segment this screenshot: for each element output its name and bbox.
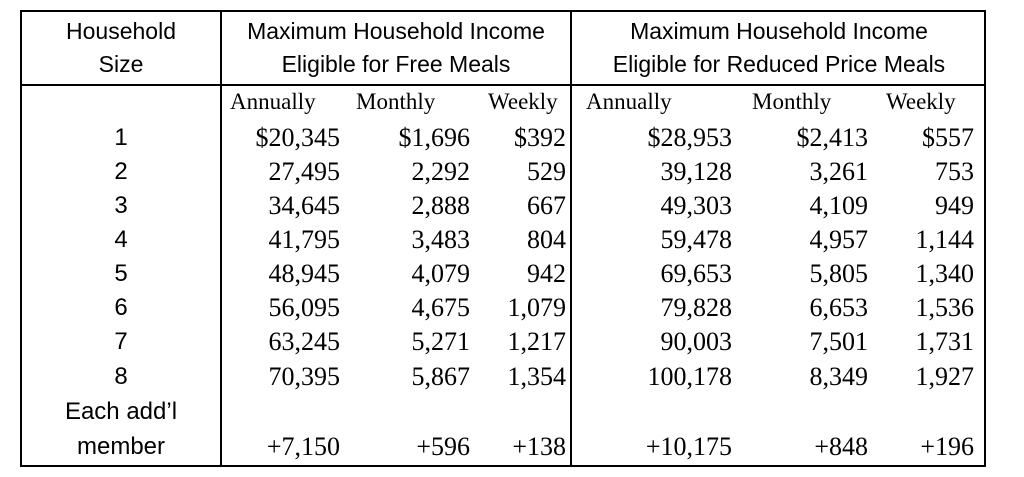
household-size: 8	[114, 363, 128, 390]
free-weekly-additional: +138	[512, 432, 566, 461]
reduced-annual: 100,178	[647, 362, 732, 391]
free-annual: 56,095	[268, 293, 340, 322]
free-weekly: 529	[527, 157, 566, 186]
subheader-reduced-annually: Annually	[586, 89, 672, 114]
reduced-monthly: 8,349	[809, 362, 868, 391]
income-eligibility-table	[20, 10, 986, 467]
reduced-annual: 49,303	[660, 191, 732, 220]
additional-member-label-line1: Each add’l	[64, 398, 178, 425]
reduced-monthly: 5,805	[809, 259, 868, 288]
free-monthly-additional: +596	[416, 432, 470, 461]
free-annual: $20,345	[255, 123, 340, 152]
subheader-reduced-monthly: Monthly	[752, 89, 832, 114]
household-size: 6	[114, 294, 128, 321]
free-annual: 70,395	[268, 362, 340, 391]
reduced-weekly: 753	[935, 157, 974, 186]
subheader-free-monthly: Monthly	[356, 89, 436, 114]
header-free-meals-line2: Eligible for Free Meals	[281, 51, 511, 77]
subheader-free-annually: Annually	[230, 89, 316, 114]
free-weekly: 667	[527, 191, 566, 220]
household-size: 5	[114, 260, 128, 287]
additional-member-label-line2: member	[76, 433, 166, 460]
header-free-meals	[222, 15, 570, 81]
reduced-monthly: 4,109	[809, 191, 868, 220]
reduced-monthly: 6,653	[809, 293, 868, 322]
reduced-annual-additional: +10,175	[645, 432, 732, 461]
header-divider	[22, 84, 984, 86]
subheader-reduced-weekly: Weekly	[886, 89, 956, 114]
reduced-annual: 90,003	[660, 327, 732, 356]
free-annual: 41,795	[268, 225, 340, 254]
free-annual: 27,495	[268, 157, 340, 186]
free-annual: 34,645	[268, 191, 340, 220]
free-monthly: 5,867	[411, 362, 470, 391]
reduced-monthly: 4,957	[809, 225, 868, 254]
free-monthly: $1,696	[398, 123, 470, 152]
reduced-weekly: 1,731	[915, 327, 974, 356]
free-monthly: 4,675	[411, 293, 470, 322]
free-weekly: 1,079	[507, 293, 566, 322]
free-annual-additional: +7,150	[266, 432, 340, 461]
header-reduced-meals-line1: Maximum Household Income	[630, 18, 928, 44]
household-size: 7	[114, 328, 128, 355]
reduced-monthly: $2,413	[796, 123, 868, 152]
free-weekly: 942	[527, 259, 566, 288]
free-weekly: 1,217	[507, 327, 566, 356]
free-annual: 63,245	[268, 327, 340, 356]
header-household-size-line1: Household	[66, 18, 176, 44]
free-monthly: 3,483	[411, 225, 470, 254]
household-size: 3	[114, 192, 128, 219]
reduced-weekly: 1,536	[915, 293, 974, 322]
subheader-free-weekly: Weekly	[488, 89, 558, 114]
reduced-weekly-additional: +196	[920, 432, 974, 461]
reduced-annual: 59,478	[660, 225, 732, 254]
reduced-annual: 69,653	[660, 259, 732, 288]
free-weekly: $392	[514, 123, 566, 152]
reduced-monthly: 3,261	[809, 157, 868, 186]
header-reduced-meals	[572, 15, 986, 81]
reduced-annual: 39,128	[660, 157, 732, 186]
header-reduced-meals-line2: Eligible for Reduced Price Meals	[612, 51, 946, 77]
header-household-size	[22, 15, 220, 81]
household-size: 4	[114, 226, 128, 253]
reduced-weekly: $557	[922, 123, 974, 152]
reduced-annual: 79,828	[660, 293, 732, 322]
reduced-weekly: 949	[935, 191, 974, 220]
household-size: 2	[114, 158, 128, 185]
household-size: 1	[114, 124, 128, 151]
free-monthly: 2,292	[411, 157, 470, 186]
reduced-weekly: 1,144	[915, 225, 974, 254]
free-weekly: 1,354	[507, 362, 566, 391]
free-monthly: 4,079	[411, 259, 470, 288]
header-free-meals-line1: Maximum Household Income	[247, 18, 545, 44]
free-weekly: 804	[527, 225, 566, 254]
reduced-weekly: 1,340	[915, 259, 974, 288]
reduced-weekly: 1,927	[915, 362, 974, 391]
header-household-size-line2: Size	[98, 51, 144, 77]
reduced-monthly: 7,501	[809, 327, 868, 356]
free-monthly: 2,888	[411, 191, 470, 220]
free-monthly: 5,271	[411, 327, 470, 356]
reduced-monthly-additional: +848	[814, 432, 868, 461]
free-annual: 48,945	[268, 259, 340, 288]
reduced-annual: $28,953	[647, 123, 732, 152]
